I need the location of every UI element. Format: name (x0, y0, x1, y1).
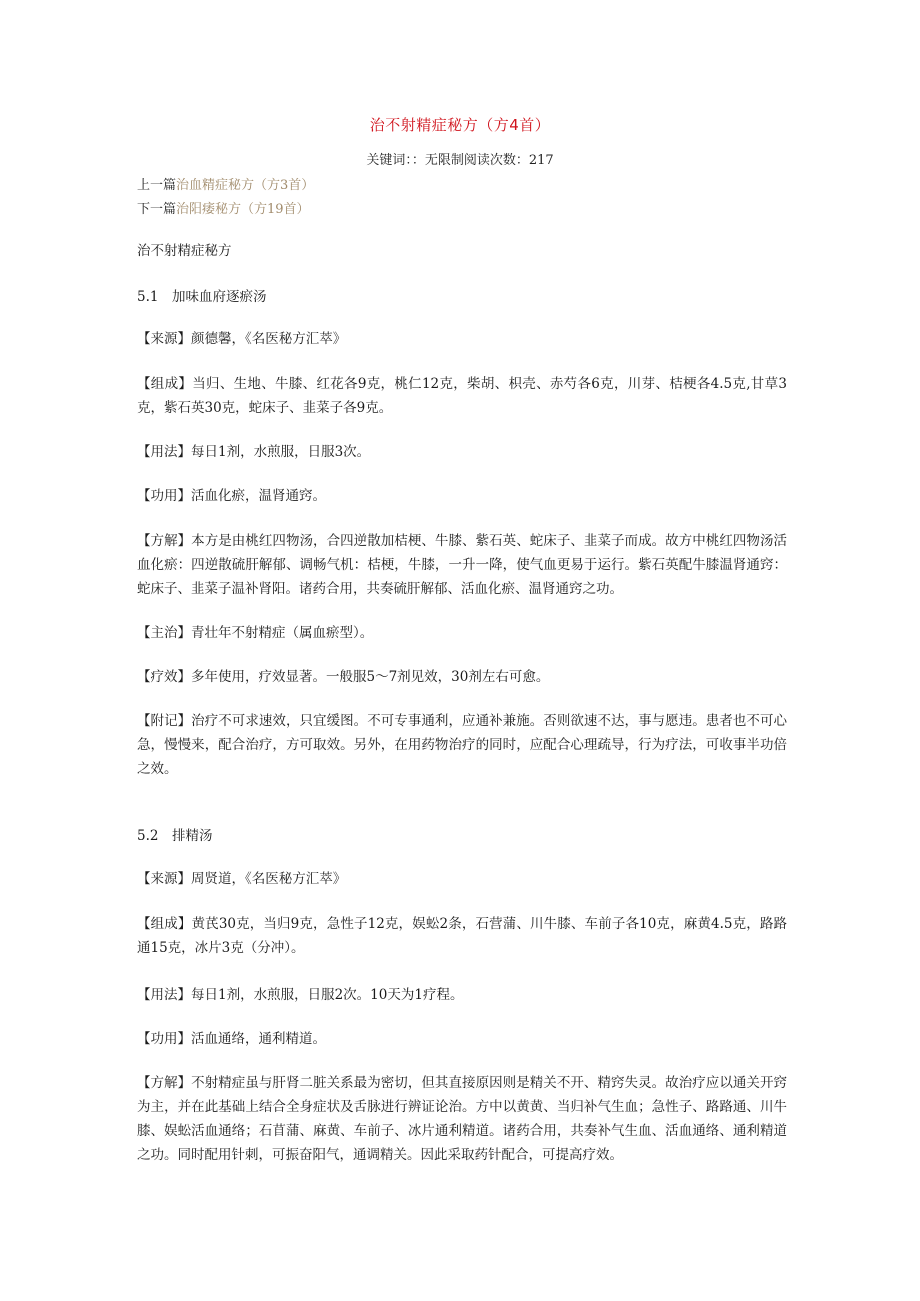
article-title: 治不射精症秘方（方4首） (369, 116, 551, 134)
recipe2-heading: 5.2 排精汤 (137, 828, 213, 844)
recipe2-source: 【来源】周贤道，《名医秘方汇萃》 (137, 871, 347, 887)
recipe1-indication: 【主治】青壮年不射精症（属血瘀型）。 (137, 625, 374, 641)
prev-article-prefix: 上一篇 (137, 178, 177, 193)
prev-article-link[interactable]: 治血精症秘方（方3首） (176, 178, 315, 193)
recipe1-note: 【附记】治疗不可求速效，只宜缓图。不可专事通利，应通补兼施。否则欲速不达，事与愿违。患者也不可心急，慢慢来，配合治疗，方可取效。另外，在用药物治疗的同时，应配合心理疏导，行为疗法，可收事半功倍之效。 (137, 713, 787, 777)
next-article-link[interactable]: 治阳痿秘方（方19首） (176, 202, 310, 217)
recipe1-explanation: 【方解】本方是由桃红四物汤，合四逆散加桔梗、牛膝、紫石英、蛇床子、韭菜子而成。故方中桃红四物汤活血化瘀：四逆散硫肝解郁、调畅气机：桔梗，牛膝，一升一降，使气血更易于运行。紫石英配牛膝温肾通窍：蛇床子、韭菜子温补肾阳。诸药合用，共奏硫肝解郁、活血化瘀、温肾通窍之功。 (137, 533, 787, 597)
recipe1-function: 【功用】活血化瘀，温肾通窍。 (137, 488, 326, 504)
section-heading: 治不射精症秘方 (137, 243, 232, 259)
recipe1-composition: 【组成】当归、生地、牛膝、红花各9克，桃仁12克，柴胡、枳壳、赤芍各6克，川芽、桔梗各4.5克,甘草3克，紫石英30克，蛇床子、韭菜子各9克。 (137, 376, 787, 416)
prev-article-nav (137, 174, 314, 193)
next-article-nav (137, 198, 310, 217)
recipe2-explanation: 【方解】不射精症虽与肝肾二脏关系最为密切，但其直接原因则是精关不开、精窍失灵。故治疗应以通关开窍为主，并在此基础上结合全身症状及舌脉进行辨证论治。方中以黄黄、当归补气生血；急性子、路路通、川牛膝、娱蚣活血通络；石苜蒲、麻黄、车前子、冰片通利精道。诸药合用，共奏补气生血、活血通络、通利精道之功。同时配用针刺，可振奋阳气，通调精关。因此采取药针配合，可提高疗效。 (137, 1075, 787, 1163)
next-article-prefix: 下一篇 (137, 202, 177, 217)
recipe1-source: 【来源】颜德馨，《名医秘方汇萃》 (137, 331, 347, 347)
recipe2-usage: 【用法】每日1剂，水煎服，日服2次。10天为1疗程。 (137, 987, 464, 1003)
article-meta: 关键词：：无限制阅读次数：217 (366, 153, 554, 168)
recipe1-usage: 【用法】每日1剂，水煎服，日服3次。 (137, 444, 371, 460)
recipe1-heading: 5.1 加味血府逐瘀汤 (137, 289, 267, 305)
recipe2-composition: 【组成】黄芪30克，当归9克，急性子12克，娱蚣2条，石营蒲、川牛膝、车前子各10克，麻黄4.5克，路路通15克，冰片3克（分冲）。 (137, 916, 787, 956)
recipe1-efficacy: 【疗效】多年使用，疗效显著。一般服5～7剂见效，30剂左右可愈。 (137, 669, 550, 685)
recipe2-function: 【功用】活血通络，通利精道。 (137, 1031, 326, 1047)
